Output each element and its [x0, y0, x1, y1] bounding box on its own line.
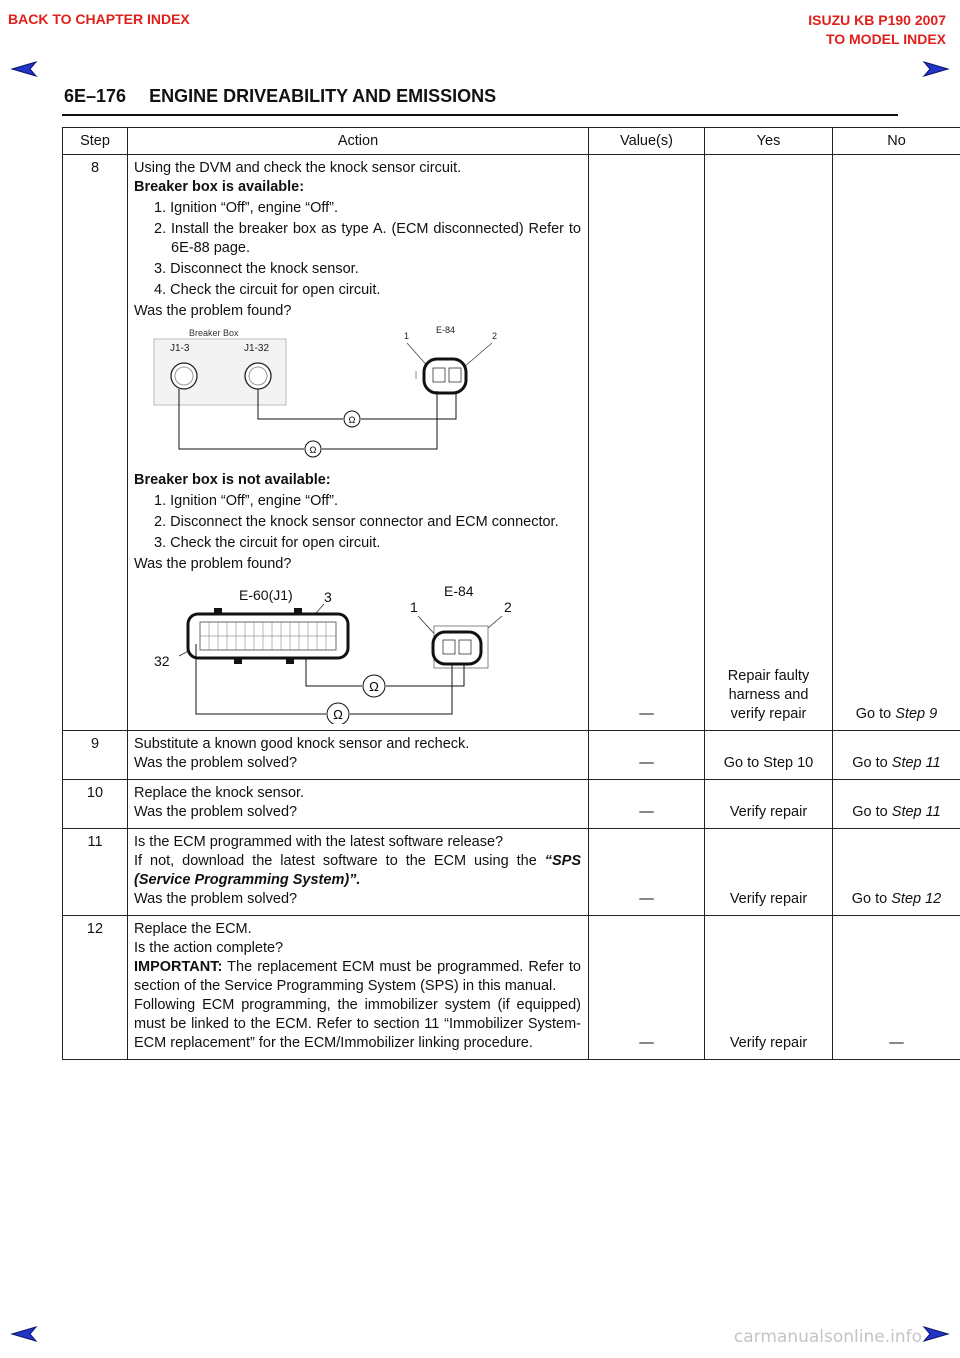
- important-text: The replacement ECM must be programmed. Refer to section of the Service Programming System (SPS) in this manual.: [134, 959, 581, 994]
- arrow-right-icon[interactable]: [922, 60, 950, 78]
- step-number: 11: [63, 829, 128, 916]
- action-line: [134, 852, 581, 890]
- step-yes: Verify repair: [705, 780, 833, 829]
- no-step-link: Step 9: [895, 706, 938, 722]
- table-row-step-11: [63, 829, 960, 916]
- pin-2-label: 2: [492, 331, 498, 341]
- ohm-meter-icon: Ω: [369, 679, 379, 694]
- column-header-yes: Yes: [705, 128, 833, 155]
- step-no: [833, 829, 960, 916]
- no-step-link: Step 12: [891, 891, 942, 907]
- list-item: 3. Check the circuit for open circuit.: [154, 535, 381, 551]
- action-line: Was the problem solved?: [134, 891, 298, 907]
- pin-3-label: 3: [324, 589, 332, 605]
- action-text: If not, download the latest software to the ECM using the: [134, 853, 537, 869]
- table-row-step-8: [63, 155, 960, 731]
- step-no: —: [833, 916, 960, 1060]
- arrow-left-icon[interactable]: [10, 60, 38, 78]
- step-number: 9: [63, 731, 128, 780]
- pin-2-label: 2: [504, 599, 512, 615]
- action-line: Following ECM programming, the immobilizer system (if equipped) must be linked to the ECM. Refer to section 11 “Immobilizer System-ECM replacement” for the ECM/Immobilizer linking procedure.: [134, 997, 581, 1051]
- model-index-block[interactable]: [808, 11, 946, 49]
- e84-label: E-84: [444, 583, 474, 599]
- diagnostic-table: [62, 127, 960, 1060]
- action-line: Replace the ECM.: [134, 921, 252, 937]
- table-row-step-9: [63, 731, 960, 780]
- no-prefix: Go to: [855, 706, 896, 722]
- list-item: 1. Ignition “Off”, engine “Off”.: [154, 493, 339, 509]
- step-yes: Verify repair: [705, 916, 833, 1060]
- list-item: 2. Install the breaker box as type A. (ECM disconnected) Refer to 6E-88 page.: [154, 221, 581, 256]
- pin-1-label: 1: [410, 599, 418, 615]
- yes-line: harness and: [728, 687, 809, 703]
- ecm-connector-diagram: [134, 574, 534, 724]
- list-item: 4. Check the circuit for open circuit.: [154, 282, 381, 298]
- ohm-meter-icon: Ω: [309, 445, 317, 455]
- step8-not-available-list: [134, 492, 581, 553]
- step8-intro: Using the DVM and check the knock sensor circuit.: [134, 160, 462, 176]
- arrow-right-bottom-icon[interactable]: [922, 1325, 950, 1343]
- knock-sensor-connector: [410, 583, 512, 668]
- e84-label: E-84: [436, 325, 456, 335]
- action-line: Replace the knock sensor.: [134, 785, 305, 801]
- no-prefix: Go to: [851, 891, 892, 907]
- to-model-index-link[interactable]: TO MODEL INDEX: [825, 31, 946, 47]
- ecm-connector: [154, 587, 348, 669]
- table-row-step-10: [63, 780, 960, 829]
- step-action: [128, 829, 589, 916]
- action-line: Substitute a known good knock sensor and recheck.: [134, 736, 470, 752]
- step-number: 12: [63, 916, 128, 1060]
- pin-1-label: 1: [404, 331, 410, 341]
- page-title: ENGINE DRIVEABILITY AND EMISSIONS: [149, 86, 497, 106]
- no-prefix: Go to: [852, 804, 892, 820]
- step8-question-2: Was the problem found?: [134, 556, 292, 572]
- breaker-box: [154, 328, 286, 405]
- step8-available-heading: Breaker box is available:: [134, 179, 305, 195]
- ohm-meter-icon: Ω: [333, 707, 343, 722]
- page-number: 6E–176: [64, 86, 127, 106]
- ohm-meter-icon: Ω: [348, 415, 356, 425]
- step-number: 10: [63, 780, 128, 829]
- step-action: [128, 731, 589, 780]
- table-header-row: [63, 128, 960, 155]
- column-header-values: Value(s): [589, 128, 705, 155]
- step-no: [833, 155, 960, 731]
- sps-reference: “SPS (Service Programming System)”.: [134, 853, 582, 888]
- step-action: [128, 916, 589, 1060]
- step-value: —: [589, 731, 705, 780]
- step8-question-1: Was the problem found?: [134, 303, 292, 319]
- list-item: 2. Disconnect the knock sensor connector and ECM connector.: [154, 514, 559, 530]
- table-row-step-12: [63, 916, 960, 1060]
- step-action: [128, 780, 589, 829]
- list-item: 3. Disconnect the knock sensor.: [154, 261, 359, 277]
- arrow-left-bottom-icon[interactable]: [10, 1325, 38, 1343]
- no-step-link: Step 11: [891, 804, 941, 820]
- step-value: —: [589, 829, 705, 916]
- step-action: [128, 155, 589, 731]
- action-line: Was the problem solved?: [134, 755, 298, 771]
- no-prefix: Go to: [852, 755, 892, 771]
- action-line: Is the ECM programmed with the latest software release?: [134, 834, 504, 850]
- no-step-link: Step 11: [891, 755, 941, 771]
- pin-32-label: 32: [154, 653, 170, 669]
- page-header: [64, 86, 496, 107]
- knock-sensor-connector: [404, 325, 497, 393]
- yes-line: Repair faulty: [727, 668, 810, 684]
- step-yes: Verify repair: [705, 829, 833, 916]
- breaker-box-label: Breaker Box: [189, 328, 239, 338]
- step-yes: [705, 155, 833, 731]
- step-yes: Go to Step 10: [705, 731, 833, 780]
- step-number: 8: [63, 155, 128, 731]
- j1-3-label: J1-3: [170, 343, 190, 354]
- back-to-chapter-index-link[interactable]: BACK TO CHAPTER INDEX: [8, 11, 190, 27]
- breaker-box-diagram: [134, 321, 514, 471]
- j1-32-label: J1-32: [244, 343, 270, 354]
- important-note: [134, 958, 581, 996]
- step-value: —: [589, 916, 705, 1060]
- step8-not-available-heading: Breaker box is not available:: [134, 472, 331, 488]
- step8-available-list: [134, 199, 581, 300]
- column-header-action: Action: [128, 128, 589, 155]
- ecm-connector-label: E-60(J1): [239, 587, 293, 603]
- yes-line: verify repair: [730, 706, 807, 722]
- step-no: [833, 780, 960, 829]
- watermark: carmanualsonline.info: [733, 1327, 922, 1347]
- list-item: 1. Ignition “Off”, engine “Off”.: [154, 200, 339, 216]
- column-header-step: Step: [63, 128, 128, 155]
- step-no: [833, 731, 960, 780]
- step-value: —: [589, 155, 705, 731]
- header-rule: [62, 114, 898, 116]
- column-header-no: No: [833, 128, 960, 155]
- step-value: —: [589, 780, 705, 829]
- important-label: IMPORTANT:: [134, 959, 223, 975]
- model-title: ISUZU KB P190 2007: [808, 12, 946, 28]
- action-line: Is the action complete?: [134, 940, 284, 956]
- action-line: Was the problem solved?: [134, 804, 298, 820]
